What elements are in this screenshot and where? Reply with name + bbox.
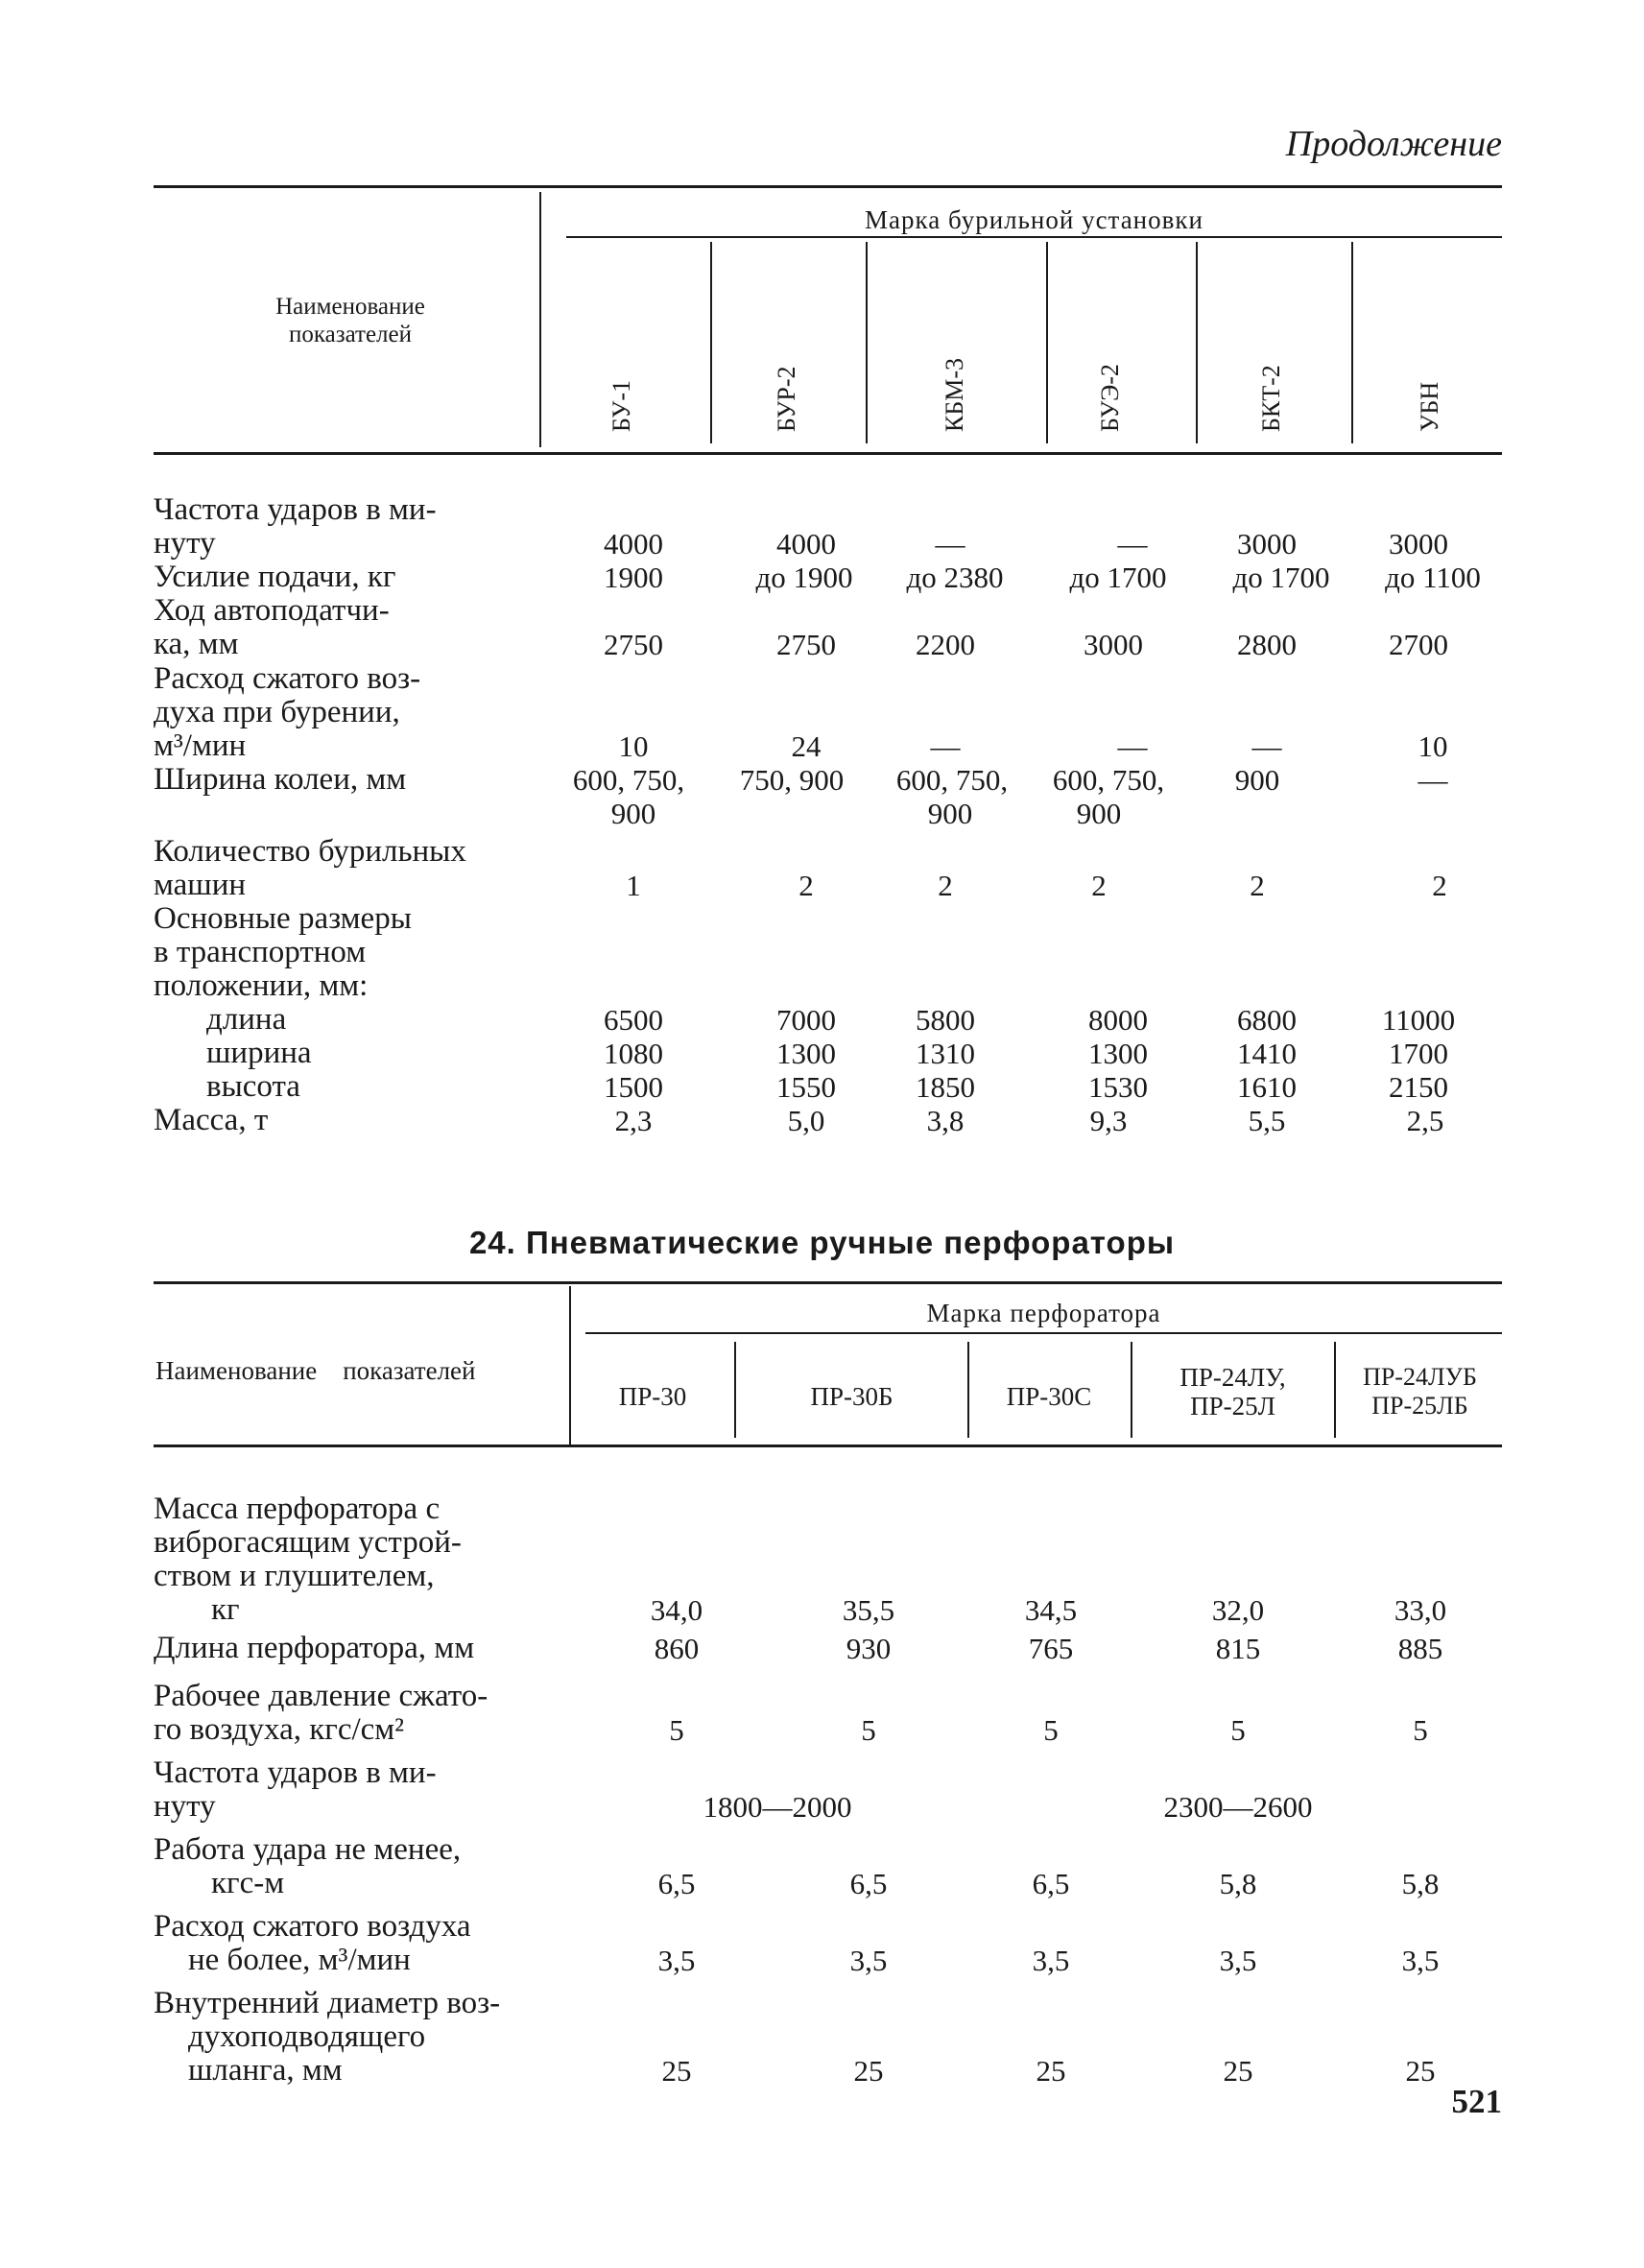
table1-cell: до 2380 bbox=[906, 561, 1004, 594]
table1-cell: 600, 750, bbox=[572, 763, 685, 797]
table2-param-divider bbox=[569, 1286, 571, 1444]
table2-cell: 5,8 bbox=[1401, 1867, 1440, 1900]
table1-cell: — bbox=[1251, 729, 1282, 763]
table2-cell: 3,5 bbox=[1219, 1944, 1257, 1977]
table1-row-label-air: Расход сжатого воз- духа при бурении, м³/мин bbox=[154, 661, 421, 763]
table1-group-header: Марка бурильной установки bbox=[865, 205, 1203, 234]
table1-cell: 8000 bbox=[1088, 1003, 1148, 1037]
table1-cell: 2800 bbox=[1237, 628, 1297, 661]
table1-cell: 900 bbox=[610, 797, 656, 830]
table1-cell: 2200 bbox=[916, 628, 975, 661]
table1-cell: 1410 bbox=[1237, 1037, 1297, 1070]
table2-cell: 3,5 bbox=[1032, 1944, 1070, 1977]
table2-column-header: ПР-24ЛУБ ПР-25ЛБ bbox=[1363, 1363, 1477, 1420]
table1-row-label-stroke: Ход автоподатчи- ка, мм bbox=[154, 593, 390, 661]
table1-cell: 600, 750, bbox=[895, 763, 1009, 797]
table2-cell: 5 bbox=[1043, 1713, 1059, 1747]
continuation-label: Продолжение bbox=[1285, 124, 1502, 164]
table1-cell: 4000 bbox=[604, 527, 663, 561]
table1-cell: 1700 bbox=[1389, 1037, 1448, 1070]
table1-cell: 900 bbox=[1076, 797, 1122, 830]
table1-cell: 1850 bbox=[916, 1070, 975, 1104]
table1-cell: 750, 900 bbox=[739, 763, 845, 797]
table1-cell: 3000 bbox=[1084, 628, 1143, 661]
table1-cell: 600, 750, bbox=[1052, 763, 1165, 797]
table1-cell: 1900 bbox=[604, 561, 663, 594]
table2-cell: 5,8 bbox=[1219, 1867, 1257, 1900]
table1-cell: 2150 bbox=[1389, 1070, 1448, 1104]
table1-cell: — bbox=[1117, 729, 1148, 763]
table2-row-label-pressure: Рабочее давление сжато- го воздуха, кгс/см² bbox=[154, 1679, 488, 1747]
table2-cell: 5 bbox=[1413, 1713, 1428, 1747]
table2-cell: 6,5 bbox=[849, 1867, 888, 1900]
table1-header-rule bbox=[154, 452, 1502, 455]
table1-cell: до 1700 bbox=[1232, 561, 1330, 594]
table2-group-underline bbox=[585, 1332, 1502, 1334]
table2-top-rule bbox=[154, 1281, 1502, 1284]
table2-cell: 3,5 bbox=[657, 1944, 696, 1977]
table1-cell: 1500 bbox=[604, 1070, 663, 1104]
table1-param-header: Наименование показателей bbox=[275, 294, 425, 347]
table1-cell: 6500 bbox=[604, 1003, 663, 1037]
table1-cell: 2 bbox=[1250, 869, 1265, 902]
table2-row-label-freq: Частота ударов в ми- нуту bbox=[154, 1755, 437, 1824]
table2-cell: 1800—2000 bbox=[703, 1790, 852, 1824]
table1-column-header: БУ-1 bbox=[608, 379, 635, 432]
table1-row-label-dims: Основные размеры в транспортном положении, мм: bbox=[154, 901, 412, 1003]
table2-col-divider bbox=[734, 1342, 736, 1438]
table1-cell: — bbox=[1418, 763, 1448, 797]
table1-cell: 1300 bbox=[1088, 1037, 1148, 1070]
table1-cell: 11000 bbox=[1381, 1003, 1456, 1037]
table1-cell: 1610 bbox=[1237, 1070, 1297, 1104]
table2-cell: 5 bbox=[669, 1713, 684, 1747]
table2-cell: 25 bbox=[1223, 2054, 1253, 2088]
table1-cell: 1550 bbox=[776, 1070, 836, 1104]
table1-row-label-mass: Масса, т bbox=[154, 1103, 269, 1137]
table1-cell: 1310 bbox=[916, 1037, 975, 1070]
table1-cell: 7000 bbox=[776, 1003, 836, 1037]
table1-cell: 900 bbox=[1234, 763, 1280, 797]
table1-cell: 9,3 bbox=[1089, 1104, 1128, 1137]
table1-param-divider bbox=[539, 192, 541, 447]
table1-column-header: УБН bbox=[1416, 381, 1443, 432]
table1-cell: 6800 bbox=[1237, 1003, 1297, 1037]
table2-group-header: Марка перфоратора bbox=[926, 1299, 1161, 1327]
table1-col-divider bbox=[1046, 242, 1048, 443]
table1-row-label-height: высота bbox=[206, 1069, 300, 1104]
table1-cell: 1530 bbox=[1088, 1070, 1148, 1104]
table2-cell: 2300—2600 bbox=[1163, 1790, 1313, 1824]
table1-cell: до 1900 bbox=[755, 561, 853, 594]
table2-cell: 5 bbox=[861, 1713, 876, 1747]
table2-row-label-length: Длина перфоратора, мм bbox=[154, 1631, 475, 1665]
table1-cell: 5,5 bbox=[1248, 1104, 1286, 1137]
table2-cell: 34,5 bbox=[1024, 1593, 1078, 1627]
table1-row-label-width: ширина bbox=[206, 1036, 312, 1070]
table1-cell: 24 bbox=[791, 729, 822, 763]
table1-row-label-count: Количество бурильных машин bbox=[154, 834, 466, 902]
table2-cell: 25 bbox=[1036, 2054, 1066, 2088]
table2-cell: 32,0 bbox=[1211, 1593, 1265, 1627]
table2-row-label-mass: Масса перфоратора с виброгасящим устрой- ством и глушителем, кг bbox=[154, 1492, 462, 1627]
table2-cell: 34,0 bbox=[650, 1593, 703, 1627]
table1-cell: 2700 bbox=[1389, 628, 1448, 661]
table2-col-divider bbox=[967, 1342, 969, 1438]
table1-cell: до 1700 bbox=[1069, 561, 1167, 594]
table2-column-header: ПР-24ЛУ, ПР-25Л bbox=[1179, 1363, 1286, 1420]
table1-cell: — bbox=[935, 527, 965, 561]
table1-row-label-length: длина bbox=[206, 1002, 287, 1037]
table1-row-label-freq: Частота ударов в ми- нуту bbox=[154, 492, 437, 561]
table1-cell: 1080 bbox=[604, 1037, 663, 1070]
table2-cell: 33,0 bbox=[1394, 1593, 1447, 1627]
table2-cell: 3,5 bbox=[1401, 1944, 1440, 1977]
table1-cell: 4000 bbox=[776, 527, 836, 561]
table1-cell: 1300 bbox=[776, 1037, 836, 1070]
table1-cell: до 1100 bbox=[1385, 561, 1481, 594]
table1-cell: 5800 bbox=[916, 1003, 975, 1037]
table2-cell: 25 bbox=[661, 2054, 692, 2088]
table2-cell: 860 bbox=[654, 1632, 700, 1665]
table2-column-header: ПР-30С bbox=[1006, 1382, 1092, 1411]
table1-cell: 3,8 bbox=[926, 1104, 965, 1137]
table2-column-header: ПР-30 bbox=[618, 1382, 687, 1411]
table2-cell: 930 bbox=[846, 1632, 892, 1665]
table1-group-underline bbox=[566, 236, 1502, 238]
table1-cell: 2,3 bbox=[614, 1104, 653, 1137]
table1-row-label-feed: Усилие подачи, кг bbox=[154, 560, 396, 594]
table2-param-header: Наименование показателей bbox=[155, 1356, 476, 1385]
table1-cell: 3000 bbox=[1237, 527, 1297, 561]
table2-row-label-work: Работа удара не менее, кгс-м bbox=[154, 1832, 462, 1900]
table1-cell: 2,5 bbox=[1406, 1104, 1444, 1137]
table1-cell: 2750 bbox=[776, 628, 836, 661]
table1-cell: 10 bbox=[1418, 729, 1448, 763]
table1-top-rule bbox=[154, 185, 1502, 188]
table2-column-header: ПР-30Б bbox=[810, 1382, 893, 1411]
page-number: 521 bbox=[1451, 2083, 1502, 2120]
table2-cell: 35,5 bbox=[842, 1593, 895, 1627]
table2-caption: 24. Пневматические ручные перфораторы bbox=[468, 1225, 1176, 1260]
table1-cell: 900 bbox=[927, 797, 973, 830]
table1-cell: 1 bbox=[626, 869, 641, 902]
table1-cell: 5,0 bbox=[787, 1104, 825, 1137]
table1-cell: 2 bbox=[1091, 869, 1107, 902]
table2-cell: 6,5 bbox=[657, 1867, 696, 1900]
table1-column-header: БКТ-2 bbox=[1257, 365, 1285, 432]
table2-header-rule bbox=[154, 1444, 1502, 1447]
table1-row-label-gauge: Ширина колеи, мм bbox=[154, 762, 407, 797]
table1-col-divider bbox=[866, 242, 868, 443]
table1-column-header: БУР-2 bbox=[773, 366, 800, 432]
table1-cell: — bbox=[930, 729, 961, 763]
table2-col-divider bbox=[1131, 1342, 1132, 1438]
table2-cell: 25 bbox=[1405, 2054, 1436, 2088]
table2-cell: 25 bbox=[853, 2054, 884, 2088]
table1-cell: 2 bbox=[798, 869, 814, 902]
table2-cell: 765 bbox=[1028, 1632, 1074, 1665]
table1-cell: — bbox=[1117, 527, 1148, 561]
table1-col-divider bbox=[710, 242, 712, 443]
table1-cell: 10 bbox=[618, 729, 649, 763]
table2-row-label-air: Расход сжатого воздуха не более, м³/мин bbox=[154, 1909, 471, 1977]
table2-row-label-hose: Внутренний диаметр воз- духоподводящего шланга, мм bbox=[154, 1986, 501, 2088]
table1-cell: 3000 bbox=[1389, 527, 1448, 561]
table1-cell: 2 bbox=[938, 869, 953, 902]
table2-cell: 5 bbox=[1230, 1713, 1246, 1747]
table1-col-divider bbox=[1196, 242, 1198, 443]
table1-column-header: КБМ-3 bbox=[941, 357, 968, 432]
table2-cell: 885 bbox=[1397, 1632, 1443, 1665]
table1-col-divider bbox=[1351, 242, 1353, 443]
table2-cell: 3,5 bbox=[849, 1944, 888, 1977]
table1-column-header: БУЭ-2 bbox=[1096, 364, 1124, 432]
table2-cell: 815 bbox=[1215, 1632, 1261, 1665]
table2-cell: 6,5 bbox=[1032, 1867, 1070, 1900]
table1-cell: 2 bbox=[1432, 869, 1447, 902]
table1-cell: 2750 bbox=[604, 628, 663, 661]
table2-col-divider bbox=[1334, 1342, 1336, 1438]
